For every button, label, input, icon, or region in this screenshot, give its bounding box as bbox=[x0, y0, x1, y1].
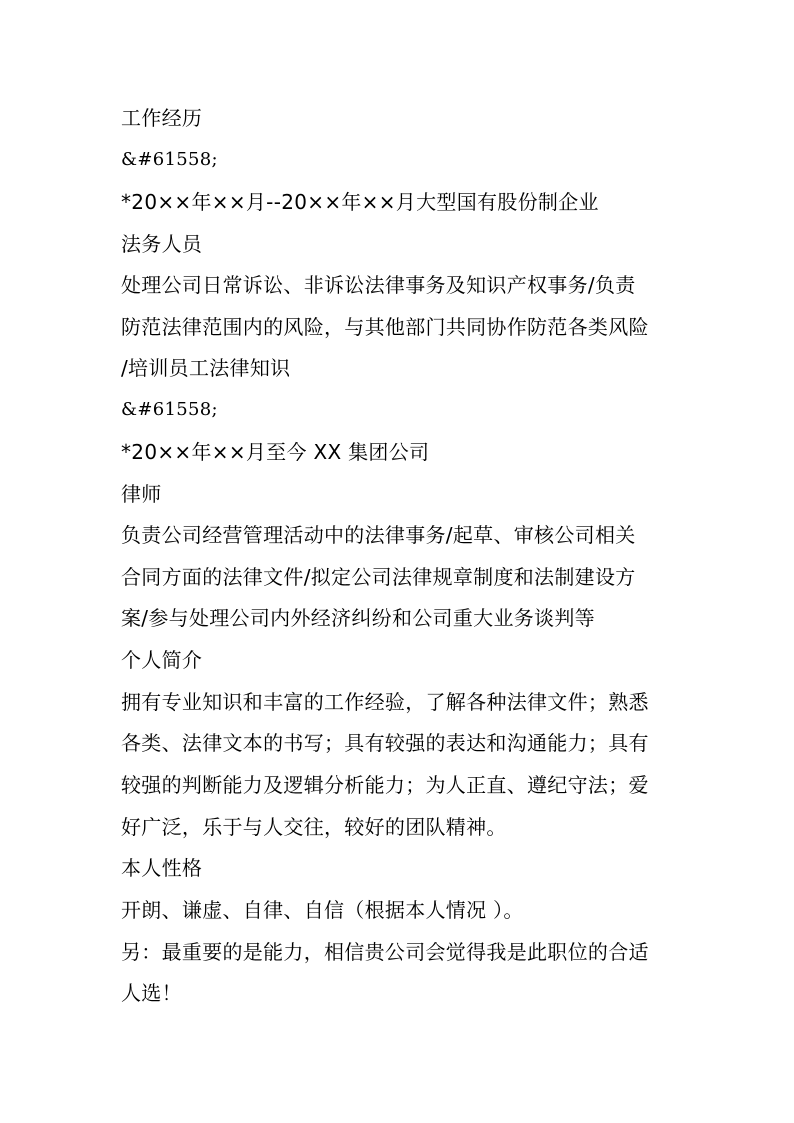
entity-code-line: &#61558; bbox=[121, 149, 218, 170]
profile-line-4: 好广泛，乐于与人交往，较好的团队精神。 bbox=[121, 815, 507, 839]
job-1-description-line-3: /培训员工法律知识 bbox=[121, 356, 291, 380]
profile-line-1: 拥有专业知识和丰富的工作经验，了解各种法律文件；熟悉 bbox=[121, 690, 649, 714]
job-1-title: 法务人员 bbox=[121, 232, 203, 256]
personality-line: 开朗、谦虚、自律、自信（根据本人情况 ）。 bbox=[121, 898, 524, 922]
heading-personal-profile: 个人简介 bbox=[121, 648, 203, 672]
job-1-description-line-2: 防范法律范围内的风险，与其他部门共同协作防范各类风险 bbox=[121, 315, 649, 339]
closing-line-1: 另：最重要的是能力，相信贵公司会觉得我是此职位的合适 bbox=[121, 940, 649, 964]
job-1-description-line-1: 处理公司日常诉讼、非诉讼法律事务及知识产权事务/负责 bbox=[121, 273, 636, 297]
closing-line-2: 人选！ bbox=[121, 981, 182, 1005]
entity-code-line: &#61558; bbox=[121, 399, 218, 420]
job-2-period-company: *20××年××月至今 XX 集团公司 bbox=[121, 440, 430, 464]
job-2-description-line-2: 合同方面的法律文件/拟定公司法律规章制度和法制建设方 bbox=[121, 565, 636, 589]
job-2-description-line-1: 负责公司经营管理活动中的法律事务/起草、审核公司相关 bbox=[121, 523, 636, 547]
profile-line-3: 较强的判断能力及逻辑分析能力；为人正直、遵纪守法；爱 bbox=[121, 773, 649, 797]
heading-work-experience: 工作经历 bbox=[121, 106, 203, 130]
job-2-description-line-3: 案/参与处理公司内外经济纠纷和公司重大业务谈判等 bbox=[121, 606, 595, 630]
profile-line-2: 各类、法律文本的书写；具有较强的表达和沟通能力；具有 bbox=[121, 731, 649, 755]
job-1-period-company: *20××年××月--20××年××月大型国有股份制企业 bbox=[121, 190, 599, 214]
job-2-title: 律师 bbox=[121, 482, 162, 506]
heading-personality: 本人性格 bbox=[121, 856, 203, 880]
